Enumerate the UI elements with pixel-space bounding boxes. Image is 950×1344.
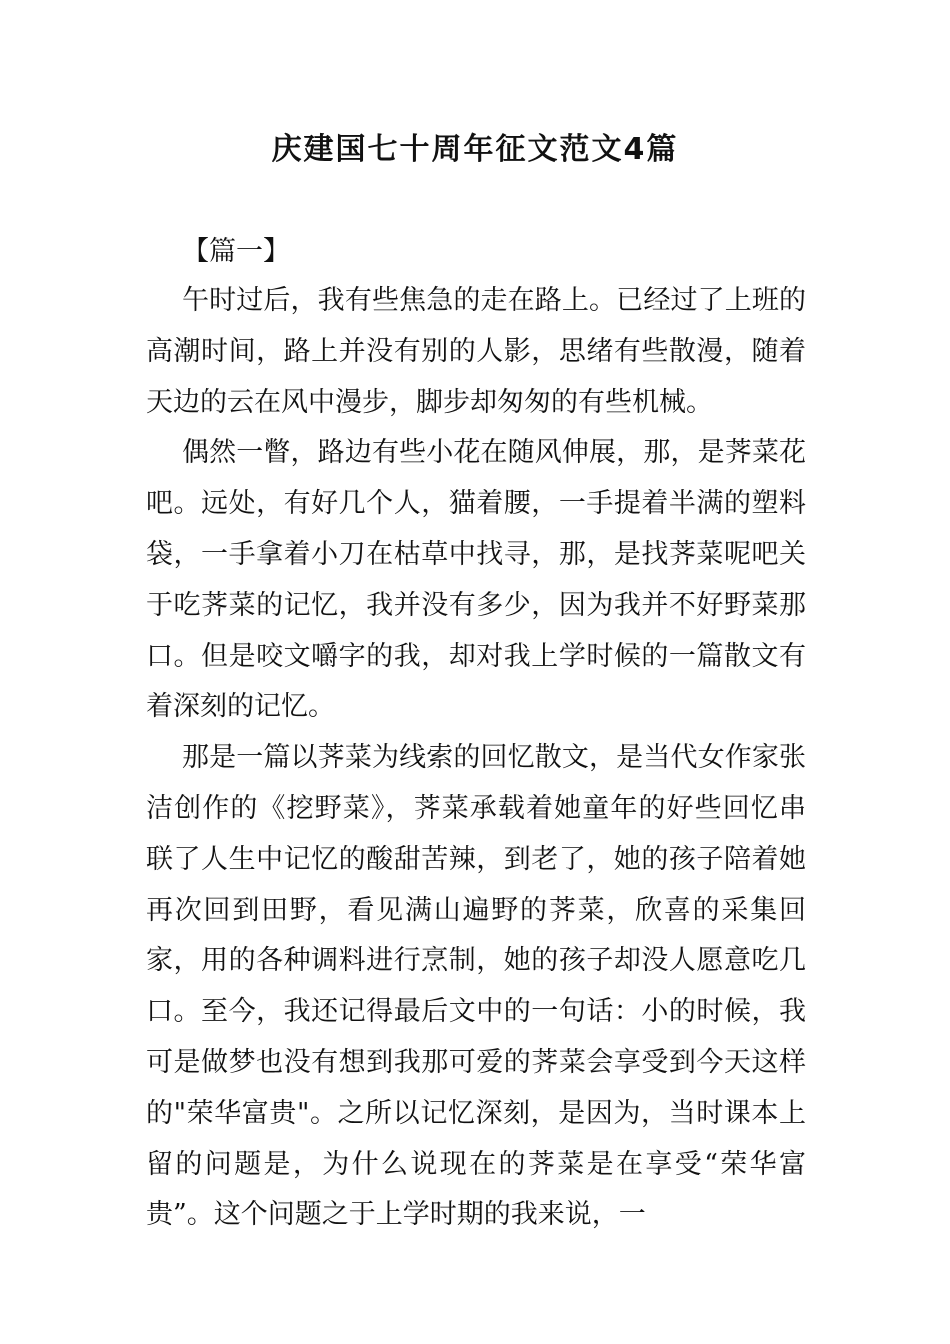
section-label: 【篇一】: [182, 236, 290, 267]
paragraph: 午时过后，我有些焦急的走在路上。已经过了上班的高潮时间，路上并没有别的人影，思绪有些散漫，随着天边的云在风中漫步，脚步却匆匆的有些机械。: [146, 285, 806, 418]
document-body: [146, 276, 806, 1241]
document-title: 庆建国七十周年征文范文4篇: [271, 132, 679, 167]
paragraph: 那是一篇以荠菜为线索的回忆散文，是当代女作家张洁创作的《挖野菜》，荠菜承载着她童年的好些回忆串联了人生中记忆的酸甜苦辣，到老了，她的孩子陪着她再次回到田野，看见满山遍野的荠菜，欣喜的采集回家，用的各种调料进行烹制，她的孩子却没人愿意吃几口。至今，我还记得最后文中的一句话：小的时候，我可是做梦也没有想到我那可爱的荠菜会享受到今天这样的"荣华富贵"。之所以记忆深刻，是因为，当时课本上留的问题是，为什么说现在的荠菜是在享受“荣华富贵”。这个问题之于上学时期的我来说，一: [146, 742, 806, 1231]
paragraph: 偶然一瞥，路边有些小花在随风伸展，那，是荠菜花吧。远处，有好几个人，猫着腰，一手提着半满的塑料袋，一手拿着小刀在枯草中找寻，那，是找荠菜呢吧关于吃荠菜的记忆，我并没有多少，因为我并不好野菜那口。但是咬文嚼字的我，却对我上学时候的一篇散文有着深刻的记忆。: [146, 437, 806, 723]
